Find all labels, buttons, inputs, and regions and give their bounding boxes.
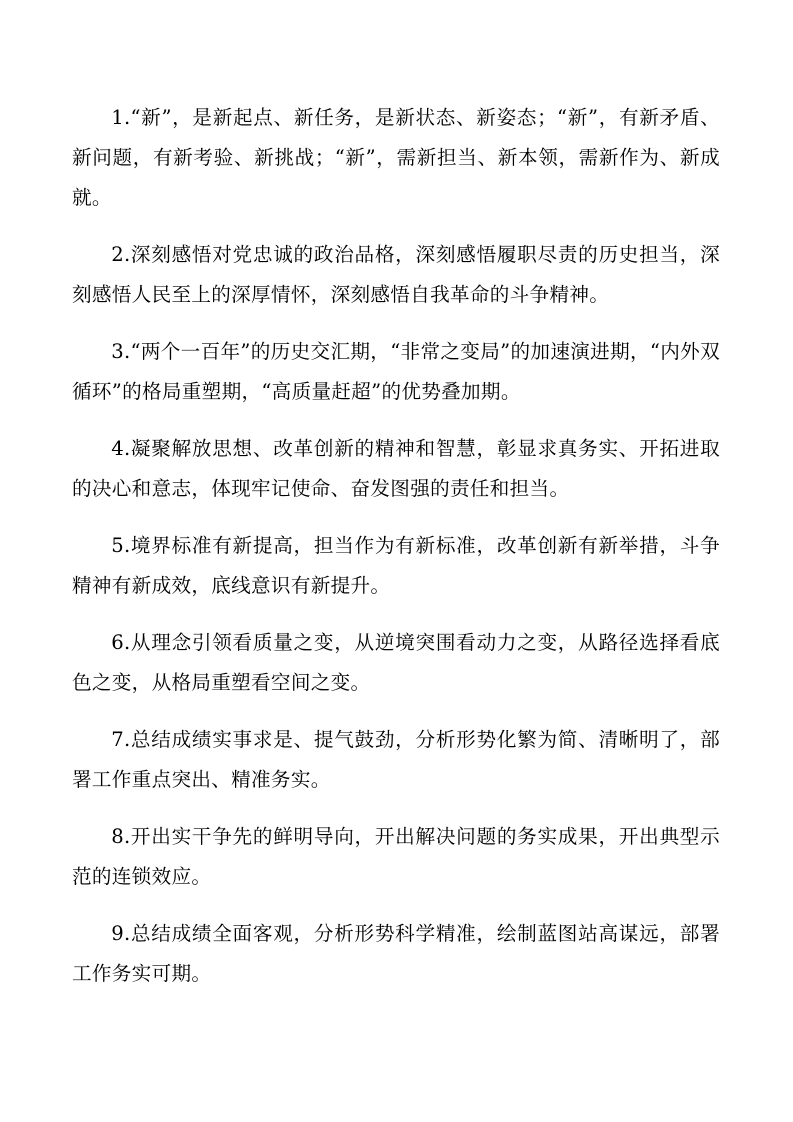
paragraph-2: 2.深刻感悟对党忠诚的政治品格，深刻感悟履职尽责的历史担当，深刻感悟人民至上的深厚情怀，深刻感悟自我革命的斗争精神。: [72, 243, 720, 306]
paragraph-5: 5.境界标准有新提高，担当作为有新标准，改革创新有新举措，斗争精神有新成效，底线意识有新提升。: [72, 534, 720, 597]
paragraph-8: 8.开出实干争先的鲜明导向，开出解决问题的务实成果，开出典型示范的连锁效应。: [72, 825, 720, 888]
paragraph-1: 1.“新”，是新起点、新任务，是新状态、新姿态；“新”，有新矛盾、新问题，有新考验、新挑战；“新”，需新担当、新本领，需新作为、新成就。: [72, 106, 720, 209]
document-body: [72, 98, 720, 994]
paragraph-7: 7.总结成绩实事求是、提气鼓劲，分析形势化繁为简、清晰明了，部署工作重点突出、精准务实。: [72, 728, 720, 791]
paragraph-9: 9.总结成绩全面客观，分析形势科学精准，绘制蓝图站高谋远，部署工作务实可期。: [72, 922, 720, 985]
paragraph-6: 6.从理念引领看质量之变，从逆境突围看动力之变，从路径选择看底色之变，从格局重塑看空间之变。: [72, 631, 720, 694]
paragraph-4: 4.凝聚解放思想、改革创新的精神和智慧，彰显求真务实、开拓进取的决心和意志，体现牢记使命、奋发图强的责任和担当。: [72, 437, 720, 500]
paragraph-3: 3.“两个一百年”的历史交汇期，“非常之变局”的加速演进期，“内外双循环”的格局重塑期，“高质量赶超”的优势叠加期。: [72, 340, 720, 403]
